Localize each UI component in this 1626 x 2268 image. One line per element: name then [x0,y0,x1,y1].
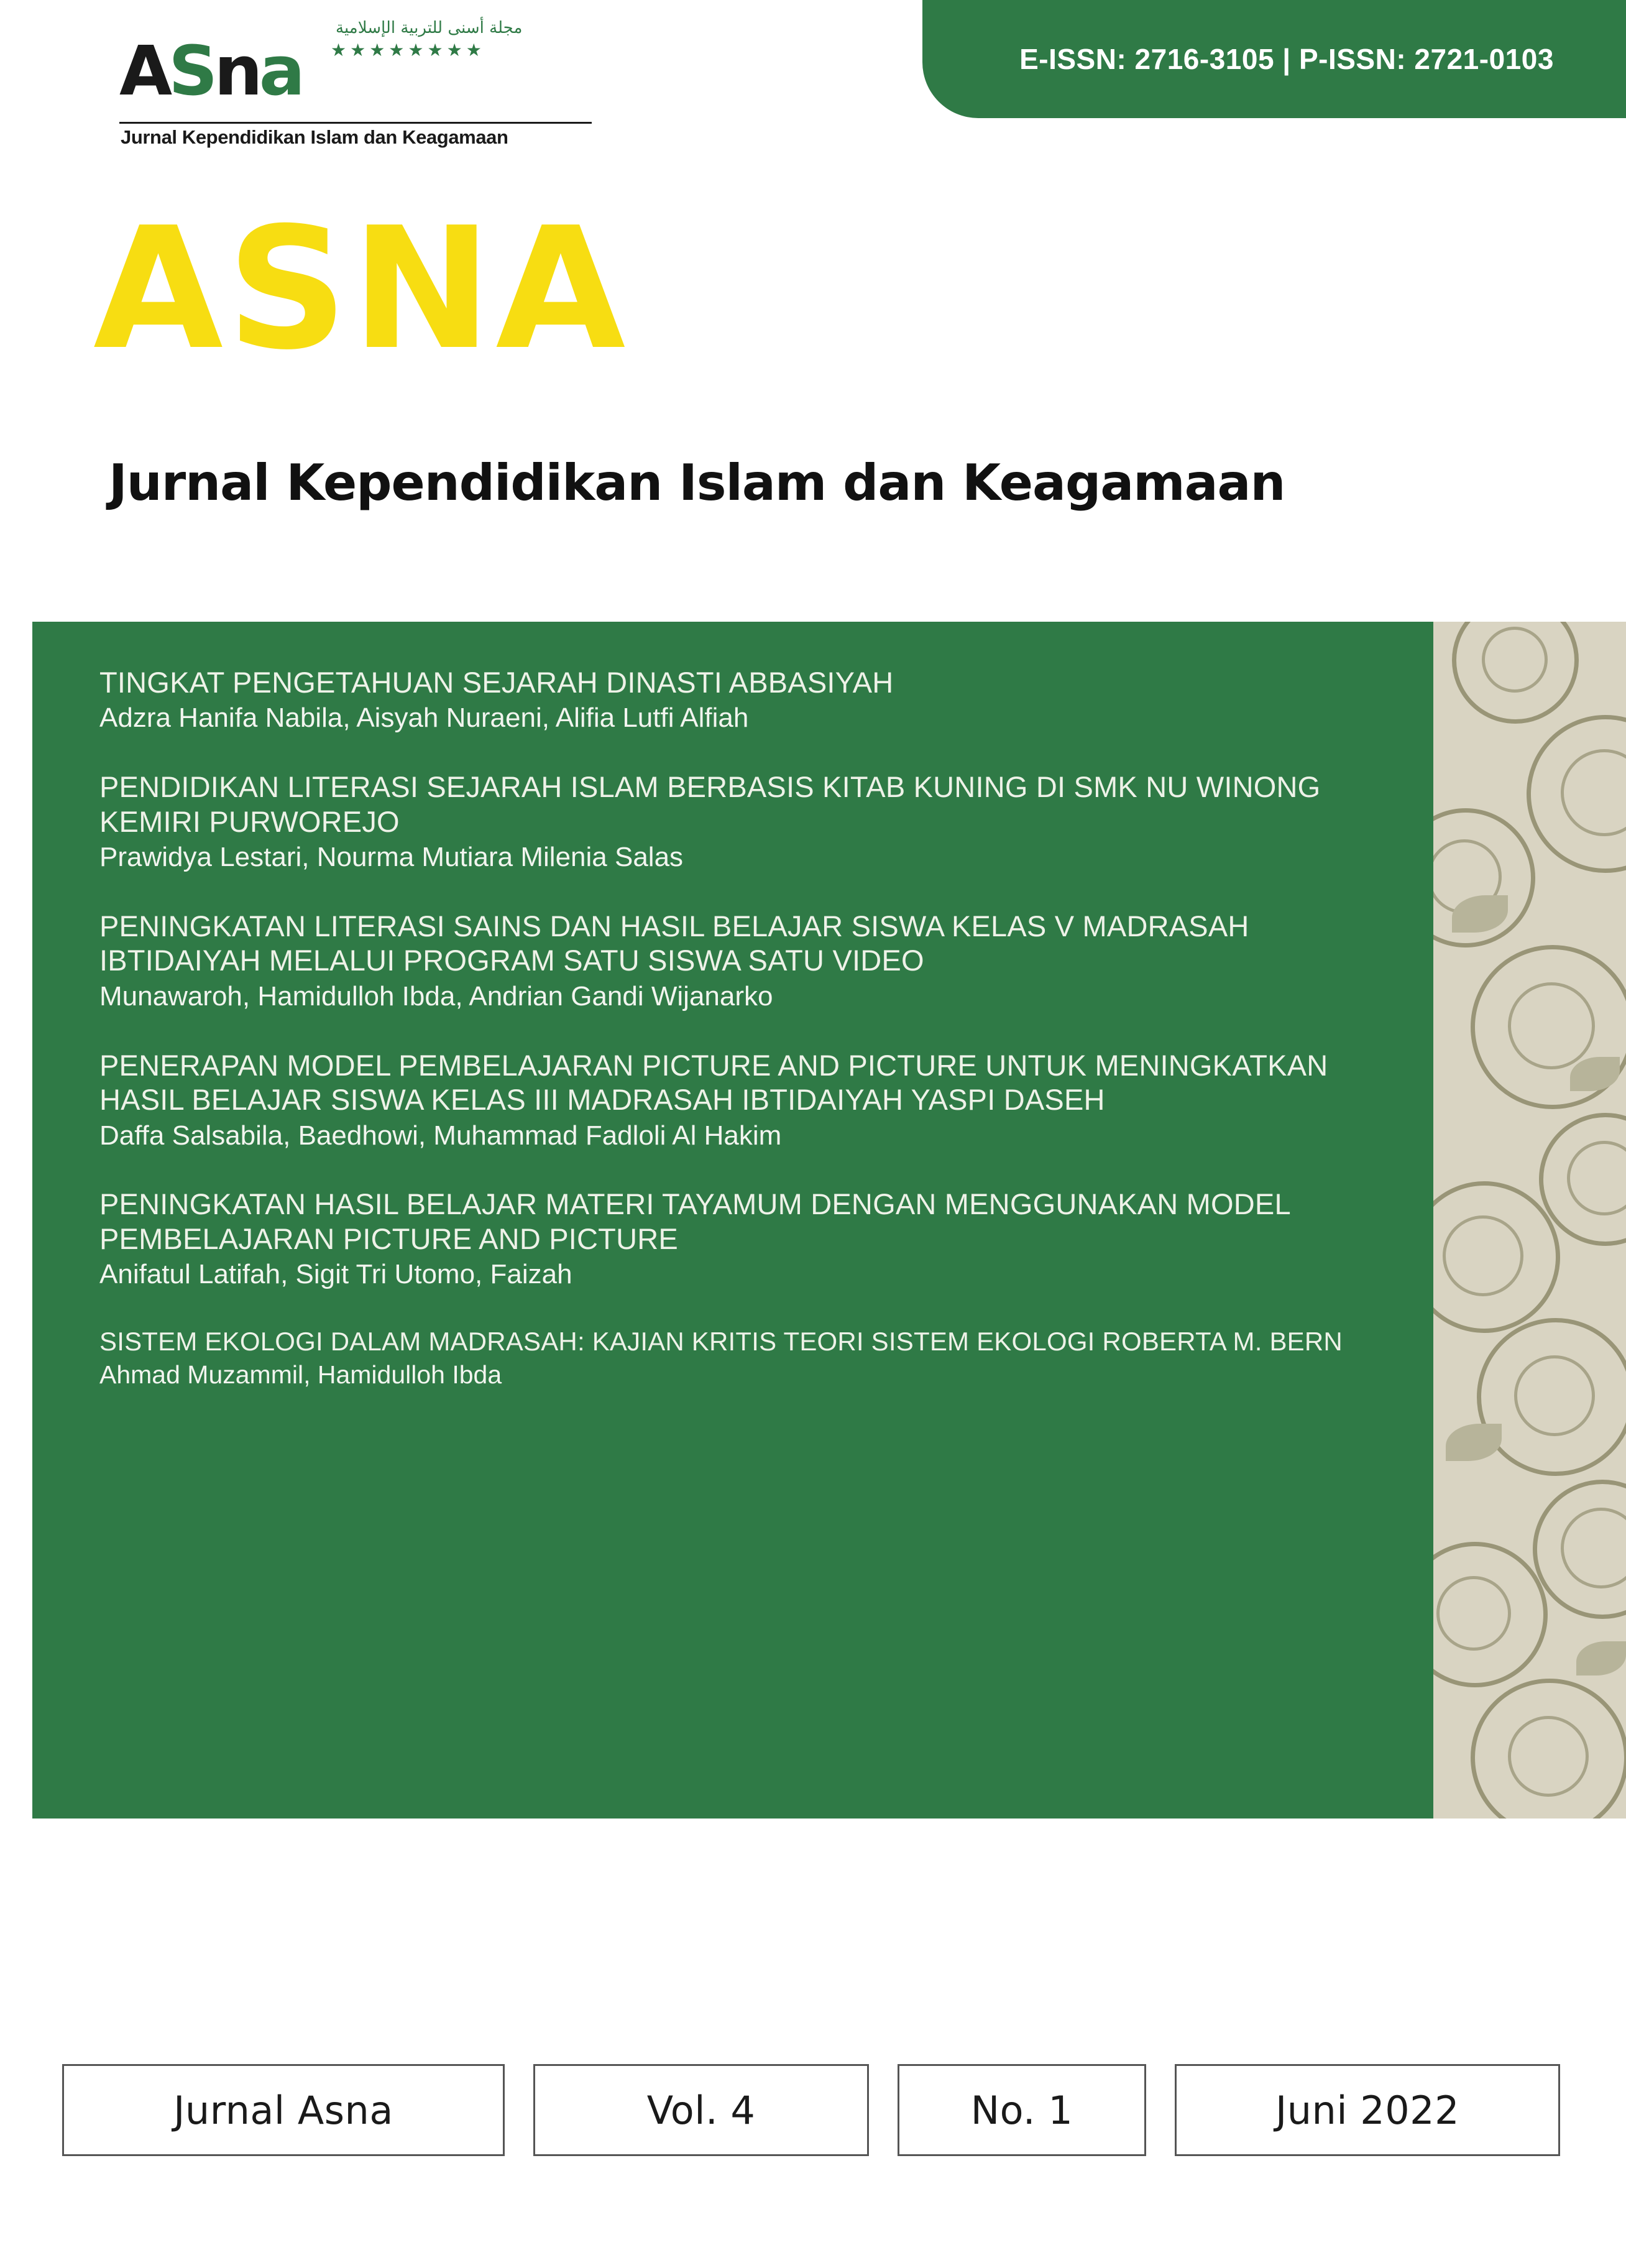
batik-ornament [1433,622,1626,1819]
list-item [99,770,1392,874]
article-title: PENINGKATAN HASIL BELAJAR MATERI TAYAMUM DENGAN MENGGUNAKAN MODEL PEMBELAJARAN PICTURE AND PICTURE [99,1187,1290,1255]
logo-letter-a1: A [119,31,169,111]
footer-date: Juni 2022 [1175,2064,1560,2156]
contents-panel [32,622,1626,1819]
article-list [99,665,1392,1390]
article-authors: Daffa Salsabila, Baedhowi, Muhammad Fadloli Al Hakim [99,1120,782,1151]
list-item [99,1187,1392,1291]
issn-banner [922,0,1626,118]
logo-letter-n: n [214,31,259,111]
footer-number: No. 1 [898,2064,1146,2156]
logo-wordmark [119,31,301,111]
article-title: PENDIDIKAN LITERASI SEJARAH ISLAM BERBASIS KITAB KUNING DI SMK NU WINONG KEMIRI PURWOREJO [99,770,1321,838]
logo-tagline: Jurnal Kependidikan Islam dan Keagamaan [121,126,508,148]
logo-divider [119,122,592,124]
list-item [99,665,1392,735]
logo-letter-s: S [168,31,214,111]
article-authors: Adzra Hanifa Nabila, Aisyah Nuraeni, Alifia Lutfi Alfiah [99,703,749,734]
article-authors: Ahmad Muzammil, Hamidulloh Ibda [99,1360,502,1389]
page-subtitle: Jurnal Kependidikan Islam dan Keagamaan [109,454,1285,512]
logo-arabic-text: مجلة أسنى للتربية الإسلامية [336,19,523,37]
article-authors: Anifatul Latifah, Sigit Tri Utomo, Faizah [99,1259,572,1290]
footer-volume: Vol. 4 [533,2064,869,2156]
footer-journal-name: Jurnal Asna [62,2064,505,2156]
journal-logo [112,17,603,148]
list-item [99,1326,1392,1390]
article-authors: Prawidya Lestari, Nourma Mutiara Milenia Salas [99,842,684,873]
left-margin [0,0,32,2268]
logo-letter-a2: a [259,31,301,111]
issn-text: E-ISSN: 2716-3105 | P-ISSN: 2721-0103 [1019,43,1554,75]
logo-stars-icon: ★★★★★★★★ [331,40,485,60]
article-title: PENERAPAN MODEL PEMBELAJARAN PICTURE AND PICTURE UNTUK MENINGKATKAN HASIL BELAJAR SISWA KELAS III MADRASAH IBTIDAIYAH YASPI DASEH [99,1048,1328,1117]
article-title: SISTEM EKOLOGI DALAM MADRASAH: KAJIAN KRITIS TEORI SISTEM EKOLOGI ROBERTA M. BERN [99,1327,1343,1357]
article-title: PENINGKATAN LITERASI SAINS DAN HASIL BELAJAR SISWA KELAS V MADRASAH IBTIDAIYAH MELALUI PROGRAM SATU SISWA SATU VIDEO [99,909,1249,977]
page-title: ASNA [93,191,630,387]
article-authors: Munawaroh, Hamidulloh Ibda, Andrian Gandi Wijanarko [99,980,773,1012]
list-item [99,1048,1392,1153]
article-title: TINGKAT PENGETAHUAN SEJARAH DINASTI ABBASIYAH [99,666,894,699]
list-item [99,909,1392,1013]
footer-bar [62,2064,1579,2156]
